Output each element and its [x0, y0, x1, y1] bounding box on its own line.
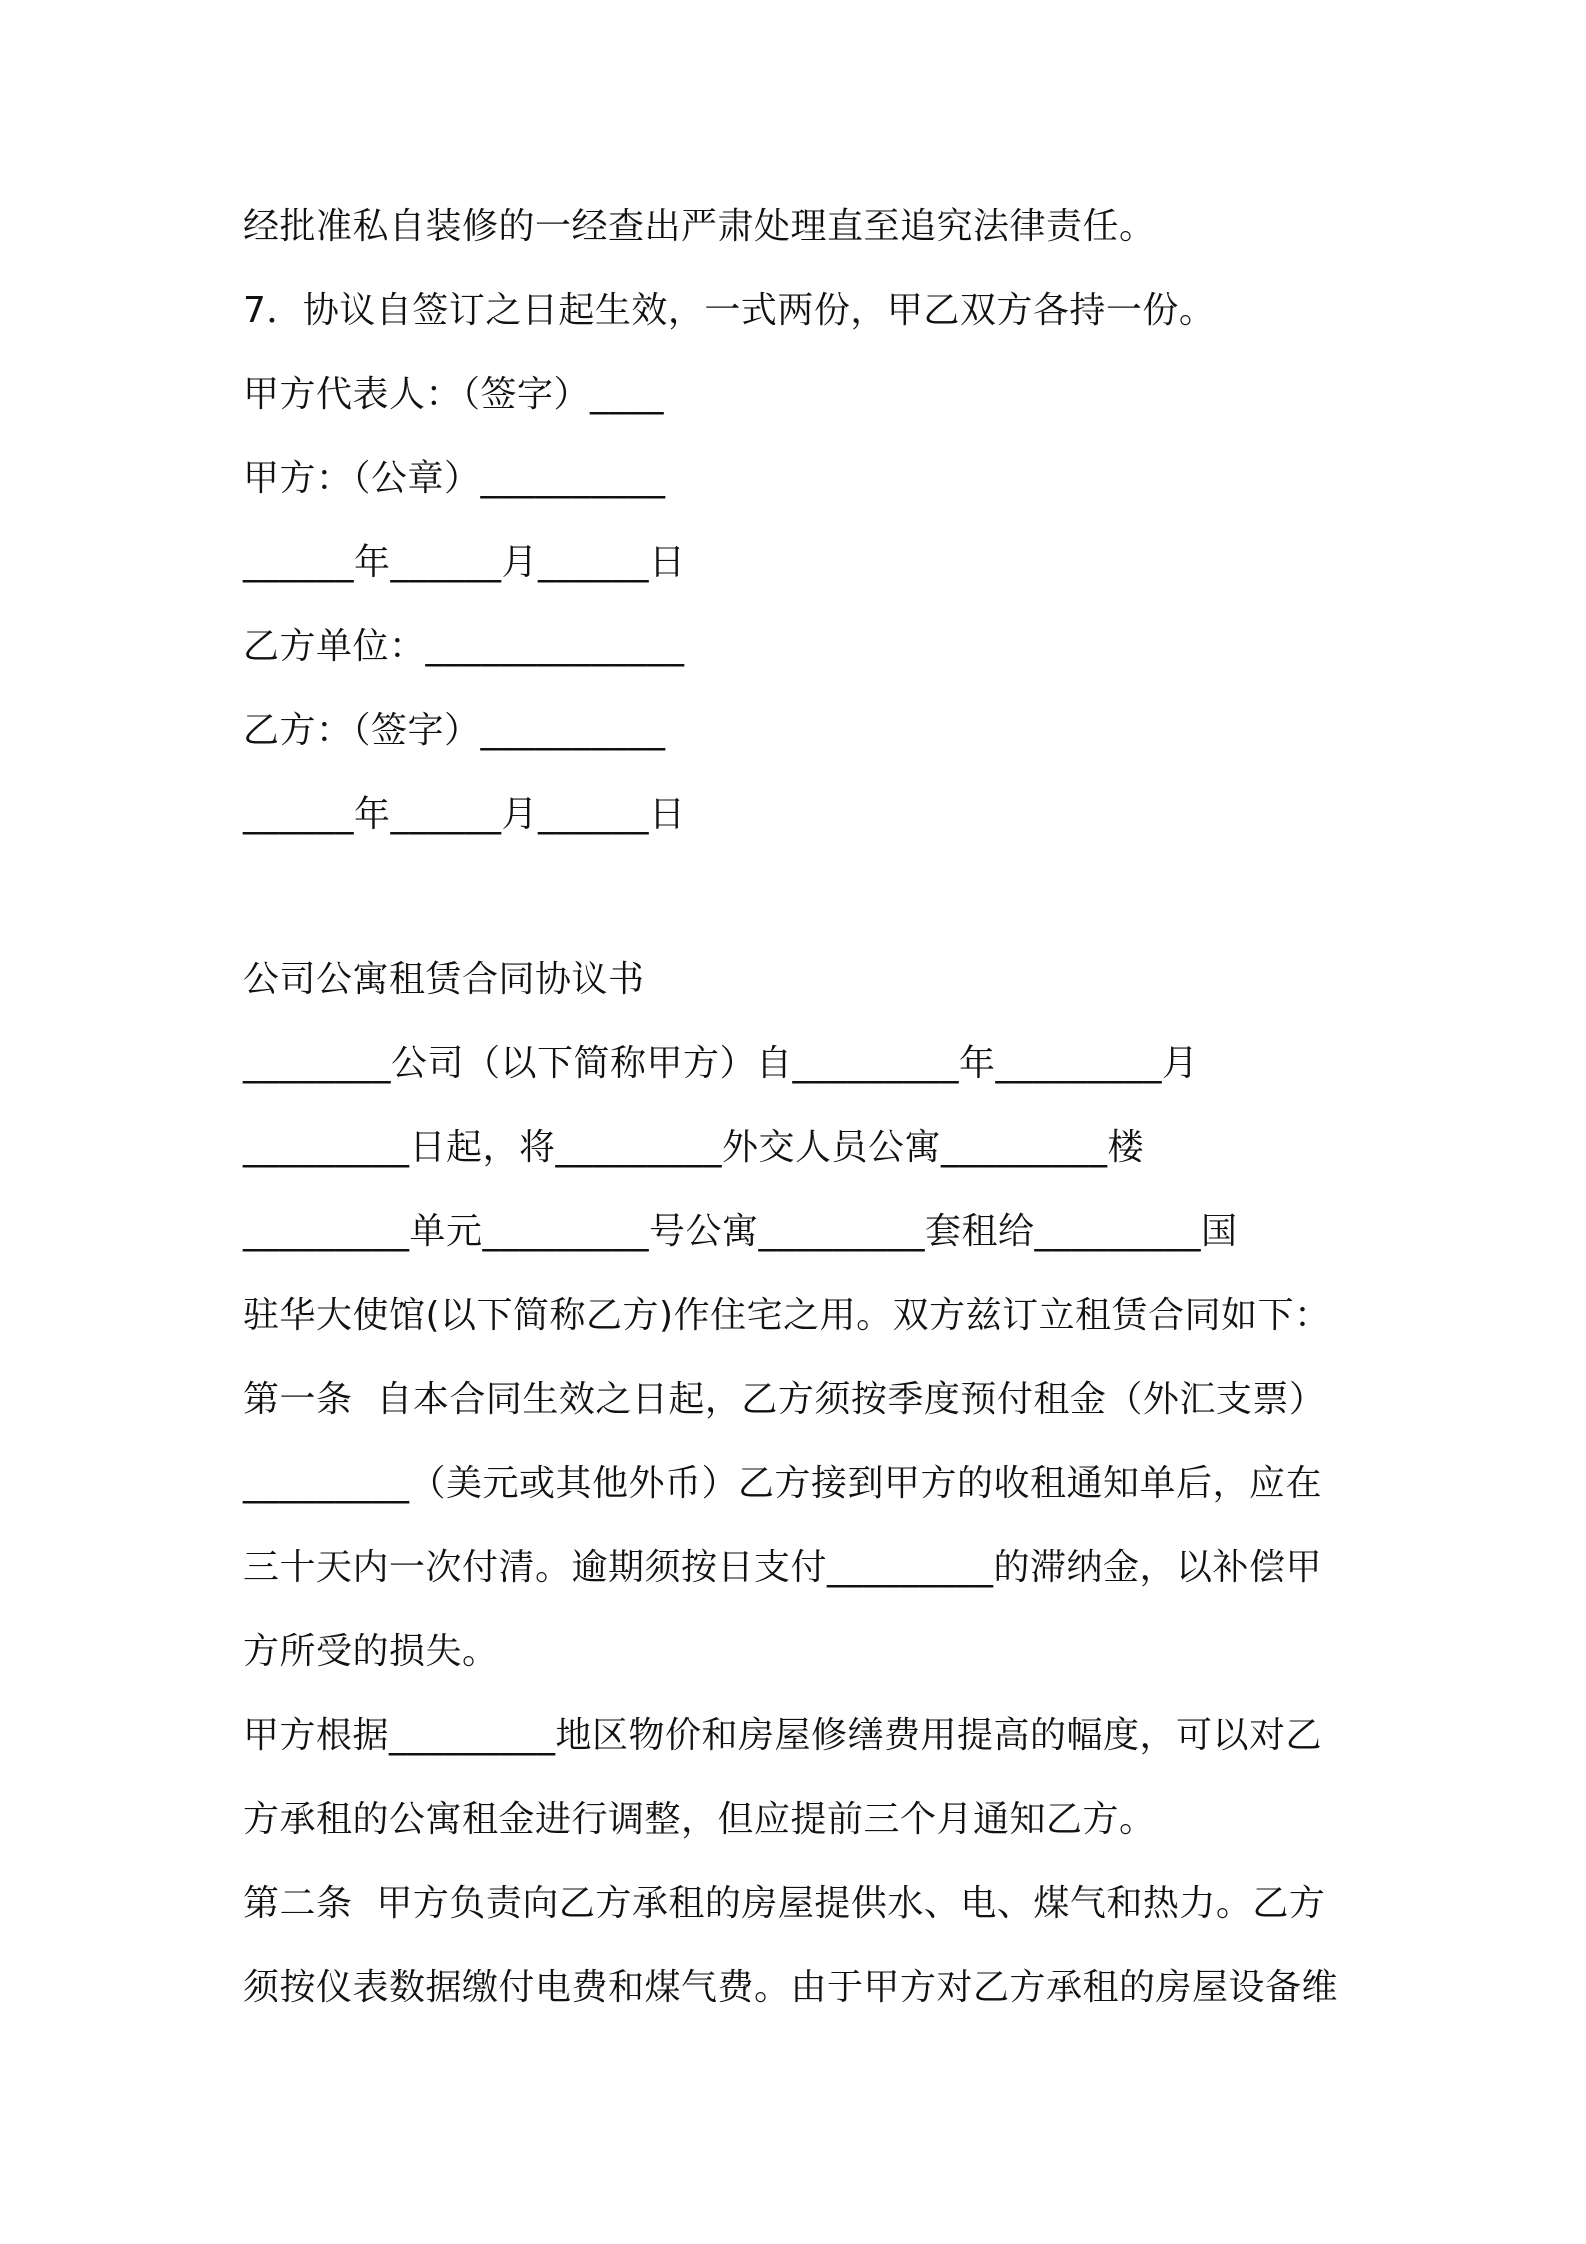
text-line: 甲方根据_________地区物价和房屋修缮费用提高的幅度，可以对乙 — [243, 1715, 1323, 1756]
article-1-heading-line: 第一条 自本合同生效之日起，乙方须按季度预付租金（外汇支票） — [243, 1379, 1326, 1420]
text-line: 经批准私自装修的一经查出严肃处理直至追究法律责任。 — [243, 206, 1156, 247]
signature-line-party-a-seal: 甲方：（公章）__________ — [243, 458, 666, 499]
text-line: ________公司（以下简称甲方）自_________年_________月 — [243, 1043, 1199, 1084]
article-2-heading-line: 第二条 甲方负责向乙方承租的房屋提供水、电、煤气和热力。乙方 — [243, 1883, 1326, 1924]
signature-line-party-a-representative: 甲方代表人：（签字）____ — [243, 374, 665, 415]
text-line: 方所受的损失。 — [243, 1631, 499, 1672]
text-line: _________单元_________号公寓_________套租给_________国 — [243, 1211, 1238, 1252]
text-line: 方承租的公寓租金进行调整，但应提前三个月通知乙方。 — [243, 1799, 1156, 1840]
signature-line-party-b-sign: 乙方：（签字）__________ — [243, 710, 666, 751]
text-line: 三十天内一次付清。逾期须按日支付_________的滞纳金，以补偿甲 — [243, 1547, 1323, 1588]
date-line: ______年______月______日 — [243, 542, 686, 583]
text-line: _________（美元或其他外币）乙方接到甲方的收租通知单后，应在 — [243, 1463, 1323, 1504]
text-line: 须按仪表数据缴付电费和煤气费。由于甲方对乙方承租的房屋设备维 — [243, 1967, 1339, 2008]
text-line: 7．协议自签订之日起生效，一式两份，甲乙双方各持一份。 — [243, 290, 1216, 331]
document-title: 公司公寓租赁合同协议书 — [243, 959, 645, 1000]
signature-line-party-b-unit: 乙方单位：______________ — [243, 626, 685, 667]
text-line: 驻华大使馆(以下简称乙方)作住宅之用。双方兹订立租赁合同如下： — [243, 1295, 1331, 1336]
date-line: ______年______月______日 — [243, 794, 686, 835]
text-line: _________日起，将_________外交人员公寓_________楼 — [243, 1127, 1145, 1168]
